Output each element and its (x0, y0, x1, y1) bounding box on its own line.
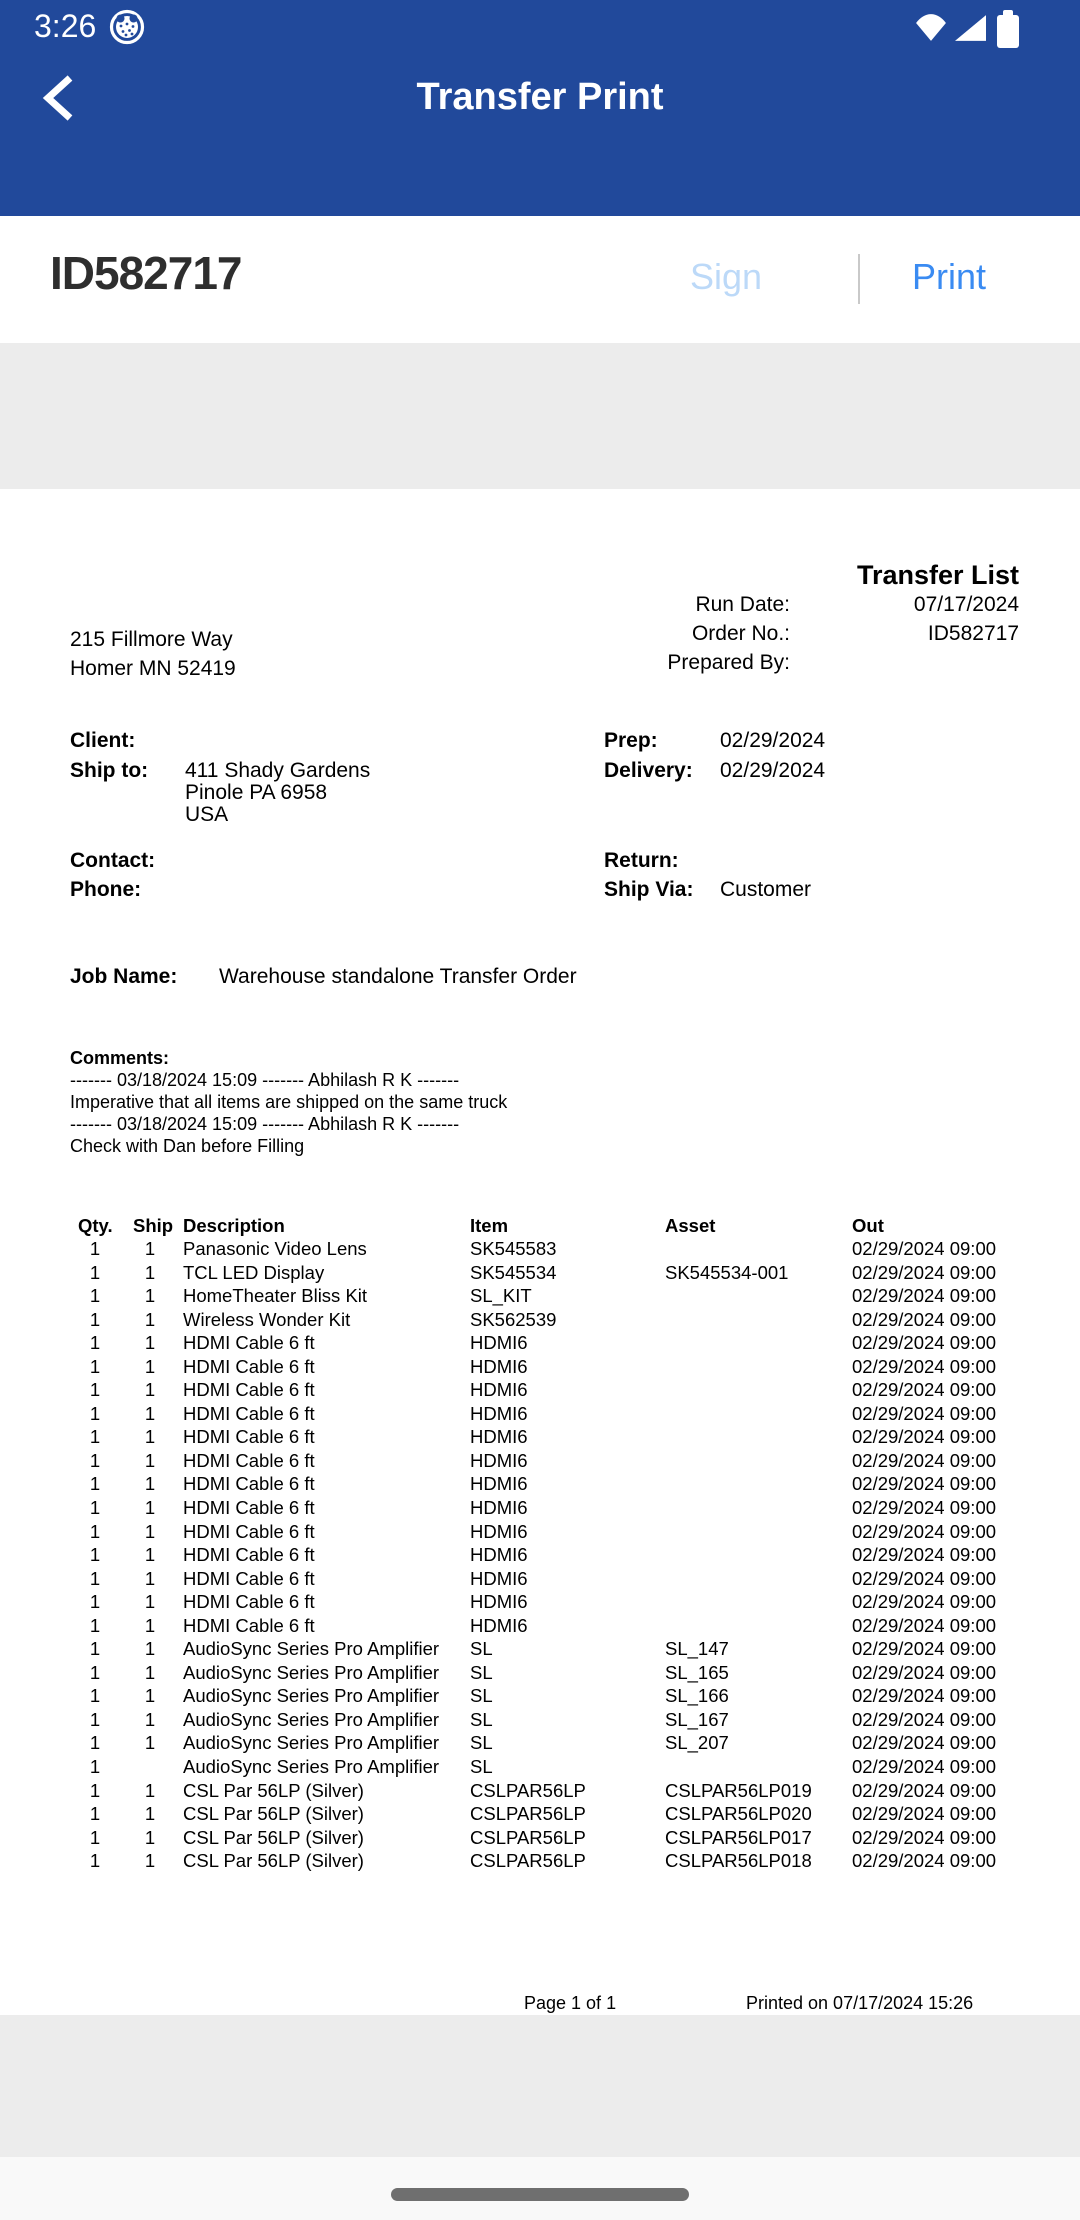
table-row (0, 1780, 1080, 1804)
cell-qty: 1 (89, 1544, 101, 1566)
cell-qty: 1 (89, 1379, 101, 1401)
table-row (0, 1473, 1080, 1497)
cell-ship: 1 (144, 1449, 156, 1471)
cell-ship: 1 (144, 1355, 156, 1377)
table-row (0, 1450, 1080, 1474)
cell-ship: 1 (144, 1614, 156, 1636)
preview-background-bottom (0, 2015, 1080, 2157)
table-row (0, 1544, 1080, 1568)
cell-item: CSLPAR56LP (470, 1826, 586, 1848)
table-row (0, 1615, 1080, 1639)
document-title: Transfer List (856, 560, 1019, 590)
comment-line: ------- 03/18/2024 15:09 ------- Abhilash R K ------- (70, 1070, 460, 1090)
cell-qty: 1 (89, 1567, 101, 1589)
app-header (0, 0, 1080, 216)
cell-qty: 1 (89, 1332, 101, 1354)
cell-description: HomeTheater Bliss Kit (183, 1285, 368, 1307)
cell-ship: 1 (144, 1426, 156, 1448)
comments-label: Comments: (70, 1048, 170, 1068)
run-date-label: Run Date: (695, 593, 790, 616)
cell-item: SK545583 (470, 1238, 557, 1259)
table-row (0, 1238, 1080, 1262)
cell-description: HDMI Cable 6 ft (183, 1544, 315, 1566)
cell-item: SK545534 (470, 1261, 557, 1283)
cell-description: HDMI Cable 6 ft (183, 1567, 315, 1589)
cell-item: HDMI6 (470, 1473, 528, 1495)
job-name-value: Warehouse standalone Transfer Order (219, 965, 577, 988)
cell-description: HDMI Cable 6 ft (183, 1379, 315, 1401)
cell-description: HDMI Cable 6 ft (183, 1449, 315, 1471)
cell-out: 02/29/2024 09:00 (852, 1544, 997, 1566)
cell-item: HDMI6 (470, 1497, 528, 1519)
cell-item: SL (470, 1732, 493, 1754)
cell-asset: CSLPAR56LP017 (665, 1826, 812, 1848)
cell-item: SK562539 (470, 1308, 557, 1330)
cell-out: 02/29/2024 09:00 (852, 1379, 997, 1401)
cell-out: 02/29/2024 09:00 (852, 1661, 997, 1683)
cell-ship: 1 (144, 1544, 156, 1566)
cell-description: HDMI Cable 6 ft (183, 1520, 315, 1542)
table-row (0, 1709, 1080, 1733)
cell-out: 02/29/2024 09:00 (852, 1803, 997, 1825)
cell-ship: 1 (144, 1826, 156, 1848)
phone-label: Phone: (70, 878, 142, 901)
cell-out: 02/29/2024 09:00 (852, 1473, 997, 1495)
cell-item: HDMI6 (470, 1520, 528, 1542)
cell-description: HDMI Cable 6 ft (183, 1355, 315, 1377)
cell-qty: 1 (89, 1402, 101, 1424)
cell-qty: 1 (89, 1661, 101, 1683)
cell-ship: 1 (144, 1379, 156, 1401)
cell-description: CSL Par 56LP (Silver) (183, 1850, 364, 1872)
cell-ship: 1 (144, 1285, 156, 1307)
cell-description: TCL LED Display (183, 1261, 325, 1283)
cell-asset: SL_207 (665, 1732, 729, 1754)
col-asset: Asset (665, 1215, 716, 1236)
action-divider (858, 254, 860, 304)
cell-description: CSL Par 56LP (Silver) (183, 1779, 364, 1801)
cell-out: 02/29/2024 09:00 (852, 1826, 997, 1848)
cell-qty: 1 (89, 1355, 101, 1377)
table-rows (0, 1238, 1080, 1874)
table-row (0, 1309, 1080, 1333)
order-no-value: ID582717 (927, 622, 1019, 645)
cellular-signal-icon (955, 15, 986, 41)
col-qty: Qty. (78, 1215, 113, 1236)
ship-to-line3: USA (185, 803, 229, 826)
cell-qty: 1 (89, 1591, 101, 1613)
cell-out: 02/29/2024 09:00 (852, 1850, 997, 1872)
cell-qty: 1 (89, 1708, 101, 1730)
warehouse-address-line2: Homer MN 52419 (70, 657, 236, 680)
cell-ship: 1 (144, 1661, 156, 1683)
cell-description: CSL Par 56LP (Silver) (183, 1826, 364, 1848)
cell-asset: SL_167 (665, 1708, 729, 1730)
gesture-nav-handle[interactable] (391, 2188, 689, 2201)
battery-icon (997, 10, 1019, 48)
cell-out: 02/29/2024 09:00 (852, 1402, 997, 1424)
table-row (0, 1568, 1080, 1592)
cell-ship: 1 (144, 1497, 156, 1519)
ship-via-value: Customer (720, 878, 812, 901)
table-row (0, 1638, 1080, 1662)
document-preview[interactable] (0, 489, 1080, 2015)
cell-item: HDMI6 (470, 1614, 528, 1636)
cell-description: HDMI Cable 6 ft (183, 1473, 315, 1495)
comment-line: Check with Dan before Filling (70, 1136, 305, 1156)
cell-ship: 1 (144, 1261, 156, 1283)
cell-item: CSLPAR56LP (470, 1850, 586, 1872)
cell-qty: 1 (89, 1685, 101, 1707)
delivery-label: Delivery: (604, 759, 693, 782)
cell-description: Wireless Wonder Kit (183, 1308, 351, 1330)
cell-asset: SL_165 (665, 1661, 729, 1683)
cell-description: CSL Par 56LP (Silver) (183, 1803, 364, 1825)
cell-qty: 1 (89, 1426, 101, 1448)
table-row (0, 1756, 1080, 1780)
table-row (0, 1732, 1080, 1756)
cell-ship: 1 (144, 1638, 156, 1660)
cell-ship: 1 (144, 1567, 156, 1589)
cell-out: 02/29/2024 09:00 (852, 1285, 997, 1307)
sign-button[interactable]: Sign (690, 256, 763, 297)
ship-to-label: Ship to: (70, 759, 149, 782)
table-row (0, 1827, 1080, 1851)
prepared-by-label: Prepared By: (667, 651, 790, 674)
cell-description: HDMI Cable 6 ft (183, 1591, 315, 1613)
prep-label: Prep: (604, 729, 658, 752)
order-no-label: Order No.: (691, 622, 790, 645)
job-name-label: Job Name: (70, 965, 178, 988)
prep-value: 02/29/2024 (720, 729, 826, 752)
table-row (0, 1356, 1080, 1380)
page-title: Transfer Print (416, 76, 664, 118)
cell-ship: 1 (144, 1803, 156, 1825)
col-description: Description (183, 1215, 285, 1236)
table-row (0, 1332, 1080, 1356)
action-bar (0, 216, 1080, 343)
print-button[interactable]: Print (912, 256, 987, 297)
page-indicator: Page 1 of 1 (524, 1993, 617, 2013)
cell-item: HDMI6 (470, 1402, 528, 1424)
comments-block (70, 1070, 507, 1158)
wifi-icon (915, 14, 947, 41)
return-label: Return: (604, 849, 679, 872)
run-date-value: 07/17/2024 (913, 593, 1019, 616)
cell-description: AudioSync Series Pro Amplifier (183, 1756, 440, 1778)
cell-description: Panasonic Video Lens (183, 1238, 367, 1259)
table-row (0, 1285, 1080, 1309)
ship-to-line1: 411 Shady Gardens (185, 759, 371, 782)
cell-qty: 1 (89, 1803, 101, 1825)
cell-out: 02/29/2024 09:00 (852, 1614, 997, 1636)
cell-description: HDMI Cable 6 ft (183, 1614, 315, 1636)
printed-timestamp: Printed on 07/17/2024 15:26 (746, 1993, 974, 2013)
cell-item: HDMI6 (470, 1355, 528, 1377)
cell-item: CSLPAR56LP (470, 1779, 586, 1801)
cell-out: 02/29/2024 09:00 (852, 1238, 997, 1259)
cell-qty: 1 (89, 1732, 101, 1754)
cell-ship: 1 (144, 1402, 156, 1424)
cell-description: AudioSync Series Pro Amplifier (183, 1638, 440, 1660)
cell-description: HDMI Cable 6 ft (183, 1426, 315, 1448)
cell-qty: 1 (89, 1497, 101, 1519)
cell-ship: 1 (144, 1473, 156, 1495)
cell-out: 02/29/2024 09:00 (852, 1332, 997, 1354)
table-row (0, 1591, 1080, 1615)
cell-item: SL (470, 1638, 493, 1660)
cell-asset: SL_147 (665, 1638, 729, 1660)
cell-asset: CSLPAR56LP020 (665, 1803, 812, 1825)
cell-item: HDMI6 (470, 1332, 528, 1354)
order-id: ID582717 (50, 247, 242, 299)
cell-out: 02/29/2024 09:00 (852, 1426, 997, 1448)
cell-description: AudioSync Series Pro Amplifier (183, 1708, 440, 1730)
table-row (0, 1403, 1080, 1427)
col-out: Out (852, 1215, 884, 1236)
cell-out: 02/29/2024 09:00 (852, 1449, 997, 1471)
cell-item: HDMI6 (470, 1449, 528, 1471)
cell-description: AudioSync Series Pro Amplifier (183, 1685, 440, 1707)
table-row (0, 1521, 1080, 1545)
cell-out: 02/29/2024 09:00 (852, 1708, 997, 1730)
cell-item: HDMI6 (470, 1567, 528, 1589)
table-row (0, 1662, 1080, 1686)
cell-item: HDMI6 (470, 1379, 528, 1401)
cell-out: 02/29/2024 09:00 (852, 1779, 997, 1801)
cell-out: 02/29/2024 09:00 (852, 1497, 997, 1519)
cell-description: AudioSync Series Pro Amplifier (183, 1661, 440, 1683)
cell-item: CSLPAR56LP (470, 1803, 586, 1825)
cell-out: 02/29/2024 09:00 (852, 1355, 997, 1377)
col-item: Item (470, 1215, 509, 1236)
ship-via-label: Ship Via: (604, 878, 694, 901)
table-row (0, 1803, 1080, 1827)
comment-line: Imperative that all items are shipped on the same truck (70, 1092, 508, 1112)
cell-out: 02/29/2024 09:00 (852, 1520, 997, 1542)
cell-ship: 1 (144, 1850, 156, 1872)
cell-item: SL (470, 1756, 493, 1778)
cell-qty: 1 (89, 1285, 101, 1307)
delivery-value: 02/29/2024 (720, 759, 826, 782)
cell-asset: CSLPAR56LP019 (665, 1779, 812, 1801)
cell-asset: CSLPAR56LP018 (665, 1850, 812, 1872)
cell-qty: 1 (89, 1614, 101, 1636)
table-header (0, 1215, 1080, 1239)
cell-ship: 1 (144, 1238, 156, 1259)
cell-out: 02/29/2024 09:00 (852, 1756, 997, 1778)
cell-ship: 1 (144, 1591, 156, 1613)
table-row (0, 1379, 1080, 1403)
table-row (0, 1497, 1080, 1521)
cell-asset: SL_166 (665, 1685, 729, 1707)
cell-qty: 1 (89, 1850, 101, 1872)
cell-out: 02/29/2024 09:00 (852, 1308, 997, 1330)
cell-ship: 1 (144, 1520, 156, 1542)
cell-ship: 1 (144, 1332, 156, 1354)
cell-item: SL_KIT (470, 1285, 532, 1307)
cell-qty: 1 (89, 1638, 101, 1660)
cell-ship: 1 (144, 1779, 156, 1801)
preview-background-top (0, 343, 1080, 489)
cell-qty: 1 (89, 1520, 101, 1542)
cell-description: HDMI Cable 6 ft (183, 1497, 315, 1519)
cell-out: 02/29/2024 09:00 (852, 1261, 997, 1283)
cell-qty: 1 (89, 1449, 101, 1471)
cell-out: 02/29/2024 09:00 (852, 1567, 997, 1589)
table-row (0, 1426, 1080, 1450)
contact-label: Contact: (70, 849, 156, 872)
cell-qty: 1 (89, 1261, 101, 1283)
table-row (0, 1685, 1080, 1709)
cell-ship: 1 (144, 1685, 156, 1707)
cell-item: HDMI6 (470, 1591, 528, 1613)
cell-item: SL (470, 1685, 493, 1707)
cell-description: HDMI Cable 6 ft (183, 1402, 315, 1424)
status-time: 3:26 (34, 8, 97, 44)
cell-item: HDMI6 (470, 1426, 528, 1448)
cell-qty: 1 (89, 1308, 101, 1330)
cell-out: 02/29/2024 09:00 (852, 1591, 997, 1613)
col-ship: Ship (133, 1215, 174, 1236)
cell-item: SL (470, 1708, 493, 1730)
cell-asset: SK545534-001 (665, 1261, 789, 1283)
cell-qty: 1 (89, 1756, 101, 1778)
cell-qty: 1 (89, 1826, 101, 1848)
cell-qty: 1 (89, 1238, 101, 1259)
cell-description: AudioSync Series Pro Amplifier (183, 1732, 440, 1754)
cell-item: HDMI6 (470, 1544, 528, 1566)
table-row (0, 1850, 1080, 1874)
cell-out: 02/29/2024 09:00 (852, 1638, 997, 1660)
warehouse-address-line1: 215 Fillmore Way (70, 628, 233, 651)
table-row (0, 1262, 1080, 1286)
cell-ship: 1 (144, 1308, 156, 1330)
cell-ship: 1 (144, 1708, 156, 1730)
cell-description: HDMI Cable 6 ft (183, 1332, 315, 1354)
cell-out: 02/29/2024 09:00 (852, 1732, 997, 1754)
cell-out: 02/29/2024 09:00 (852, 1685, 997, 1707)
ship-to-line2: Pinole PA 6958 (185, 781, 328, 804)
cell-ship: 1 (144, 1732, 156, 1754)
client-label: Client: (70, 729, 136, 752)
notification-app-icon (108, 8, 146, 46)
cell-qty: 1 (89, 1779, 101, 1801)
cell-item: SL (470, 1661, 493, 1683)
comment-line: ------- 03/18/2024 15:09 ------- Abhilash R K ------- (70, 1114, 460, 1134)
cell-qty: 1 (89, 1473, 101, 1495)
